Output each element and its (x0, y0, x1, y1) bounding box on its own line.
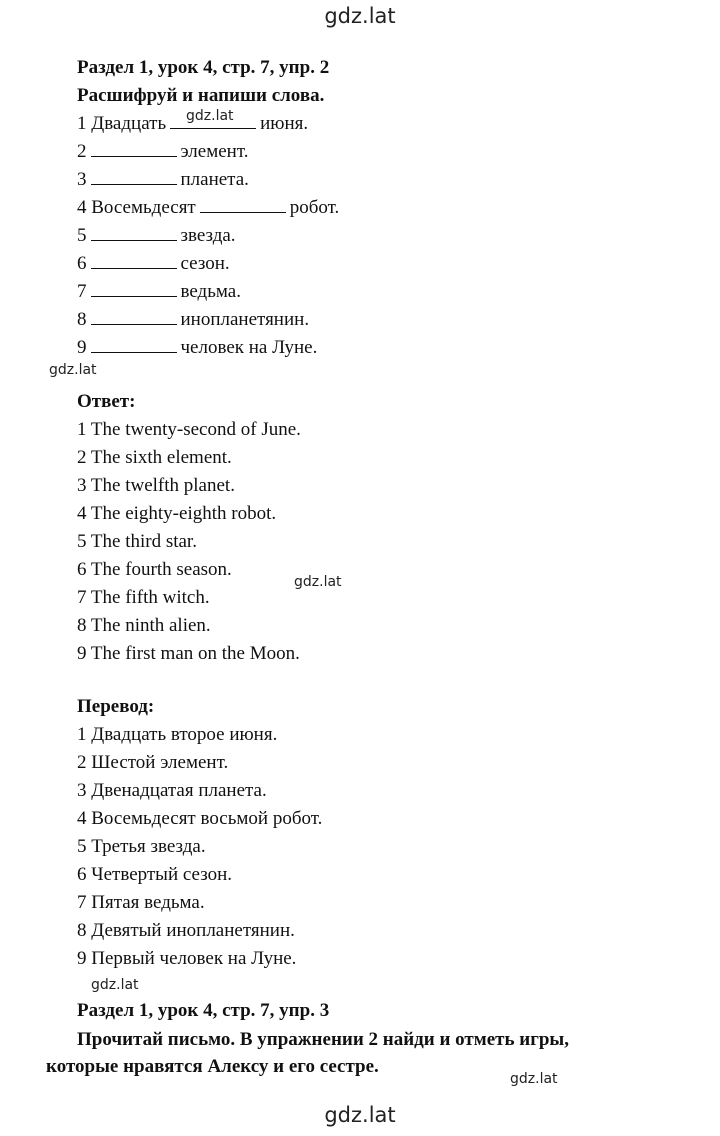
watermark: gdz.lat (91, 977, 139, 993)
exercise-instruction: Расшифруй и напиши слова. (77, 85, 325, 106)
translation-item: 6 Четвертый сезон. (77, 864, 233, 885)
translation-item: 1 Двадцать второе июня. (77, 724, 278, 745)
translation-item: 9 Первый человек на Луне. (77, 948, 297, 969)
watermark-bottom: gdz.lat (324, 1103, 396, 1127)
watermark: gdz.lat (49, 362, 97, 378)
answer-heading: Ответ: (77, 391, 136, 412)
watermark: gdz.lat (294, 574, 342, 590)
exercise-heading: Раздел 1, урок 4, стр. 7, упр. 3 (77, 1000, 330, 1021)
answer-item: 9 The first man on the Moon. (77, 643, 300, 664)
exercise-item: 9 человек на Луне. (77, 337, 318, 358)
exercise-item: 2 элемент. (77, 141, 249, 162)
exercise-item: 7 ведьма. (77, 281, 241, 302)
answer-blank (91, 141, 177, 157)
exercise-item: 8 инопланетянин. (77, 309, 310, 330)
translation-item: 2 Шестой элемент. (77, 752, 229, 773)
answer-item: 5 The third star. (77, 531, 197, 552)
exercise-heading: Раздел 1, урок 4, стр. 7, упр. 2 (77, 57, 330, 78)
watermark: gdz.lat (186, 108, 234, 124)
answer-blank (200, 197, 286, 213)
answer-item: 3 The twelfth planet. (77, 475, 235, 496)
answer-blank (91, 309, 177, 325)
answer-item: 2 The sixth element. (77, 447, 232, 468)
exercise-item: 4 Восемьдесят робот. (77, 197, 340, 218)
exercise-item: 1 Двадцать июня. (77, 113, 309, 134)
answer-item: 7 The fifth witch. (77, 587, 210, 608)
translation-item: 3 Двенадцатая планета. (77, 780, 267, 801)
exercise-instruction: Прочитай письмо. В упражнении 2 найди и отметь игры, (77, 1029, 569, 1050)
exercise-item: 5 звезда. (77, 225, 236, 246)
translation-item: 7 Пятая ведьма. (77, 892, 205, 913)
answer-item: 8 The ninth alien. (77, 615, 211, 636)
answer-blank (91, 225, 177, 241)
translation-item: 5 Третья звезда. (77, 836, 206, 857)
exercise-item: 3 планета. (77, 169, 249, 190)
translation-heading: Перевод: (77, 696, 155, 717)
answer-item: 6 The fourth season. (77, 559, 232, 580)
answer-blank (91, 169, 177, 185)
watermark-top: gdz.lat (324, 4, 396, 28)
answer-blank (91, 337, 177, 353)
exercise-instruction: которые нравятся Алексу и его сестре. (46, 1056, 379, 1077)
exercise-item: 6 сезон. (77, 253, 230, 274)
answer-item: 1 The twenty-second of June. (77, 419, 301, 440)
answer-blank (91, 281, 177, 297)
answer-blank (91, 253, 177, 269)
answer-item: 4 The eighty-eighth robot. (77, 503, 277, 524)
watermark: gdz.lat (510, 1071, 558, 1087)
translation-item: 4 Восемьдесят восьмой робот. (77, 808, 323, 829)
translation-item: 8 Девятый инопланетянин. (77, 920, 295, 941)
